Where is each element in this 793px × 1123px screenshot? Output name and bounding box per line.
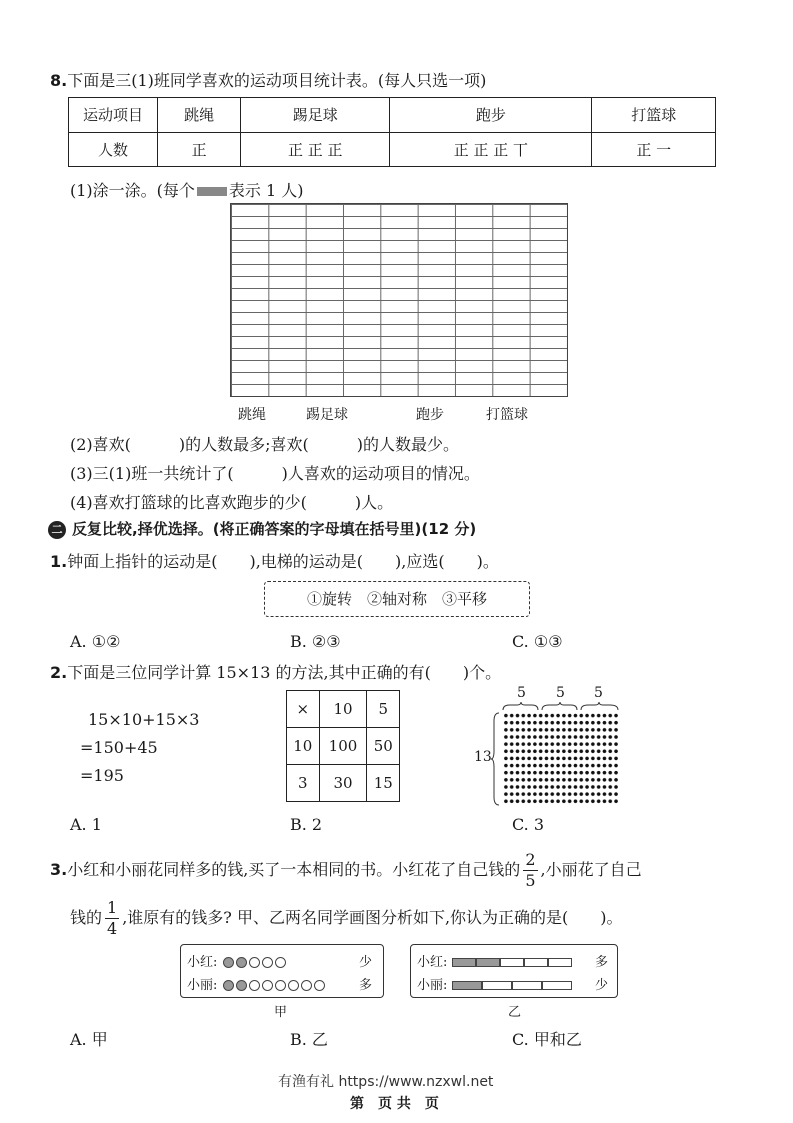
- diagram-row: 小丽:: [187, 974, 326, 993]
- s2-question: 2.下面是三位同学计算 15×13 的方法,其中正确的有( )个。: [50, 663, 502, 682]
- diagram-row: 小红:: [187, 951, 287, 970]
- grid-label: 踢足球: [306, 407, 348, 423]
- grid-label: 跳绳: [238, 407, 266, 423]
- mult-cell: 10: [319, 691, 367, 728]
- dot-array: [503, 712, 619, 805]
- diagram-row: 小红:: [417, 951, 572, 970]
- brace-label: 5: [594, 685, 603, 701]
- grid-label: 打篮球: [486, 407, 528, 423]
- diagram-tag: 多: [595, 955, 609, 970]
- table-header: 踢足球: [241, 98, 390, 133]
- diagram-tag: 少: [359, 955, 373, 970]
- tally-cell: 正 正 正: [241, 132, 390, 167]
- s1-question: 1.钟面上指针的运动是( ),电梯的运动是( ),应选( )。: [50, 552, 499, 571]
- page-footer: 第 页 共 页: [350, 1096, 439, 1112]
- brace-label: 5: [517, 685, 526, 701]
- mult-cell: 50: [367, 728, 400, 765]
- fraction: $\frac{2}{5}$: [525, 850, 536, 890]
- table-header: 打篮球: [592, 98, 716, 133]
- grid-label: 跑步: [416, 407, 444, 423]
- section-heading: 二 反复比较,择优选择。(将正确答案的字母填在括号里)(12 分): [48, 518, 476, 539]
- option-b[interactable]: B. ②③: [290, 632, 341, 651]
- tally-cell: 正 一: [592, 132, 716, 167]
- table-header: 运动项目: [69, 98, 158, 133]
- mult-cell: 30: [319, 765, 367, 802]
- q8-sub1: (1)涂一涂。(每个 表示 1 人): [70, 181, 304, 200]
- diagram-jia: [180, 944, 384, 998]
- row-label: 人数: [69, 132, 158, 167]
- q8-sub3: (3)三(1)班一共统计了( )人喜欢的运动项目的情况。: [70, 464, 480, 483]
- section-number-icon: 二: [48, 521, 66, 539]
- diagram-caption: 甲: [274, 1005, 288, 1020]
- option-a[interactable]: A. ①②: [70, 632, 121, 651]
- q8-sub2: (2)喜欢( )的人数最多;喜欢( )的人数最少。: [70, 435, 460, 454]
- brace-label: 5: [556, 685, 565, 701]
- top-braces-icon: [500, 701, 622, 711]
- diagram-row: 小丽:: [417, 974, 572, 993]
- left-brace-icon: [490, 711, 500, 807]
- q8-title: 8.下面是三(1)班同学喜欢的运动项目统计表。(每人只选一项): [50, 71, 487, 90]
- tally-cell: 正 正 正 丅: [390, 132, 592, 167]
- q8-sub4: (4)喜欢打篮球的比喜欢跑步的少( )人。: [70, 493, 394, 512]
- row-count-label: 13: [474, 749, 492, 765]
- diagram-tag: 少: [595, 978, 609, 993]
- mult-cell: 10: [287, 728, 320, 765]
- diagram-caption: 乙: [508, 1005, 522, 1020]
- mult-cell: ×: [287, 691, 320, 728]
- option-b[interactable]: B. 乙: [290, 1030, 328, 1049]
- bar-grid[interactable]: [230, 203, 568, 397]
- option-c[interactable]: C. 甲和乙: [512, 1030, 582, 1049]
- method-line: =150+45: [80, 738, 158, 757]
- table-header: 跳绳: [158, 98, 241, 133]
- fraction: $\frac{1}{4}$: [107, 898, 118, 938]
- watermark: 有渔有礼 https://www.nzxwl.net: [278, 1074, 494, 1090]
- table-header: 跑步: [390, 98, 592, 133]
- method-line: 15×10+15×3: [88, 710, 200, 729]
- diagram-yi: [410, 944, 618, 998]
- mult-cell: 100: [319, 728, 367, 765]
- tally-cell: 正: [158, 132, 241, 167]
- mult-cell: 15: [367, 765, 400, 802]
- multiplication-table: [286, 690, 400, 802]
- sport-tally-table: [68, 97, 716, 167]
- mult-cell: 5: [367, 691, 400, 728]
- option-c[interactable]: C. 3: [512, 815, 545, 834]
- option-a[interactable]: A. 甲: [70, 1030, 108, 1049]
- s3-question-line1: 3.小红和小丽花同样多的钱,买了一本相同的书。小红花了自己钱的 $\frac{2}{5}$ ,小丽花了自己: [50, 850, 642, 890]
- option-c[interactable]: C. ①③: [512, 632, 563, 651]
- option-a[interactable]: A. 1: [70, 815, 102, 834]
- s1-choices-box: ①旋转 ②轴对称 ③平移: [264, 581, 530, 617]
- method-line: =195: [80, 766, 124, 785]
- unit-swatch: [197, 187, 227, 196]
- s3-question-line2: 钱的 $\frac{1}{4}$ ,谁原有的钱多? 甲、乙两名同学画图分析如下,你认为正确的是( )。: [70, 898, 623, 938]
- mult-cell: 3: [287, 765, 320, 802]
- option-b[interactable]: B. 2: [290, 815, 323, 834]
- diagram-tag: 多: [359, 978, 373, 993]
